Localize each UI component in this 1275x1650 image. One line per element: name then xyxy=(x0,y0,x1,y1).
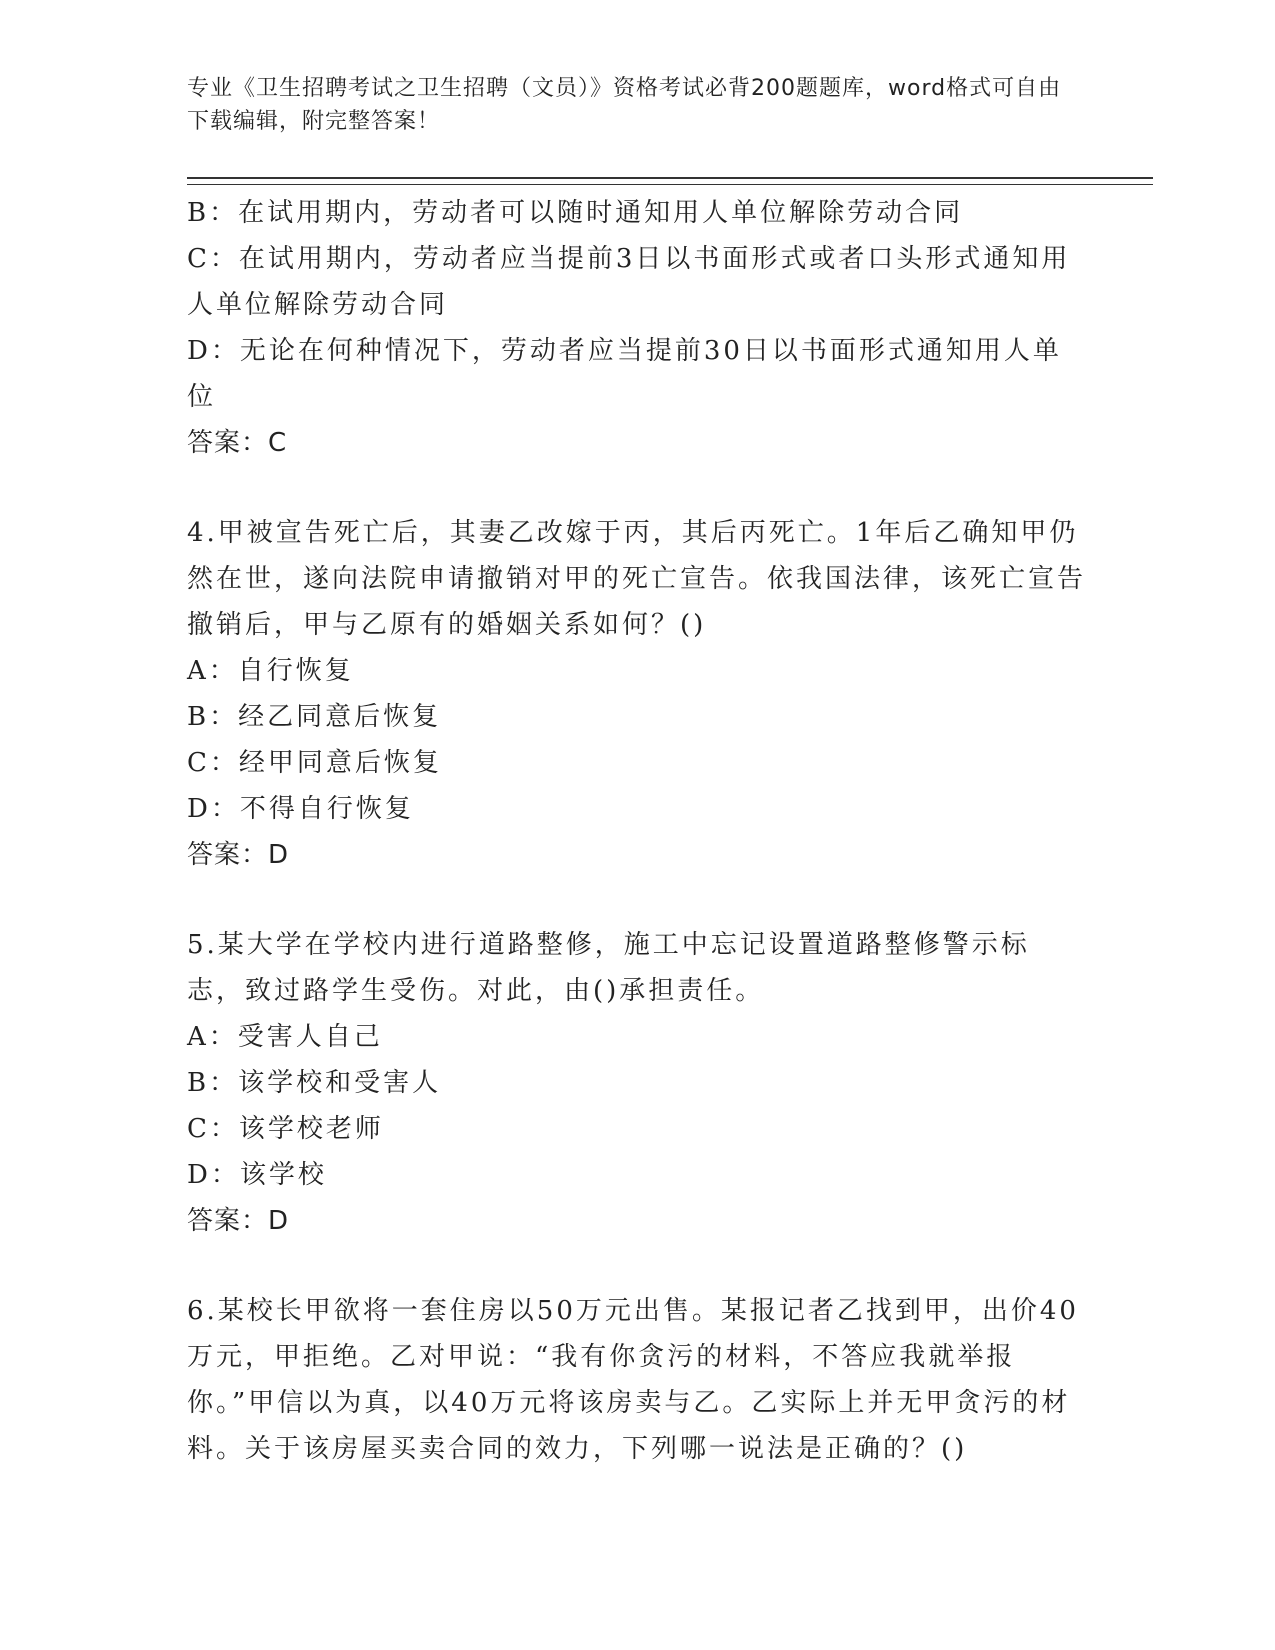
document-header: 专业《卫生招聘考试之卫生招聘（文员）》资格考试必背200题题库，word格式可自由下载编辑，附完整答案！ xyxy=(187,76,1062,134)
question-4-option-c: C：经甲同意后恢复 xyxy=(187,748,442,778)
question-4-option-a: A：自行恢复 xyxy=(187,656,354,686)
header-rule-thick xyxy=(187,177,1153,179)
question-3-answer: 答案：C xyxy=(187,428,288,458)
spacer xyxy=(187,878,1087,922)
spacer xyxy=(187,466,1087,510)
question-5-option-d: D：该学校 xyxy=(187,1160,327,1190)
question-3-option-b: B：在试用期内，劳动者可以随时通知用人单位解除劳动合同 xyxy=(187,198,964,228)
question-5 xyxy=(187,922,1087,1244)
question-6 xyxy=(187,1288,1087,1472)
spacer xyxy=(187,1244,1087,1288)
question-3-tail xyxy=(187,190,1087,466)
question-4-option-b: B：经乙同意后恢复 xyxy=(187,702,442,732)
question-6-stem: 6.某校长甲欲将一套住房以50万元出售。某报记者乙找到甲，出价40万元，甲拒绝。乙对甲说：“我有你贪污的材料，不答应我就举报你。”甲信以为真，以40万元将该房卖与乙。乙实际上并无甲贪污的材料。关于该房屋买卖合同的效力，下列哪一说法是正确的？() xyxy=(187,1296,1079,1464)
question-3-option-c: C：在试用期内，劳动者应当提前3日以书面形式或者口头形式通知用人单位解除劳动合同 xyxy=(187,244,1071,320)
question-4-option-d: D：不得自行恢复 xyxy=(187,794,414,824)
question-5-stem: 5.某大学在学校内进行道路整修，施工中忘记设置道路整修警示标志，致过路学生受伤。对此，由()承担责任。 xyxy=(187,930,1030,1006)
question-3-option-d: D：无论在何种情况下，劳动者应当提前30日以书面形式通知用人单位 xyxy=(187,336,1062,412)
question-4-stem: 4.甲被宣告死亡后，其妻乙改嫁于丙，其后丙死亡。1年后乙确知甲仍然在世，遂向法院申请撤销对甲的死亡宣告。依我国法律，该死亡宣告撤销后，甲与乙原有的婚姻关系如何？() xyxy=(187,518,1087,640)
header-rule-thin xyxy=(187,184,1153,185)
question-5-answer: 答案：D xyxy=(187,1206,290,1236)
question-4-answer: 答案：D xyxy=(187,840,290,870)
question-5-option-c: C：该学校老师 xyxy=(187,1114,384,1144)
question-5-option-b: B：该学校和受害人 xyxy=(187,1068,442,1098)
question-5-option-a: A：受害人自己 xyxy=(187,1022,383,1052)
question-content xyxy=(187,190,1087,1472)
question-4 xyxy=(187,510,1087,878)
